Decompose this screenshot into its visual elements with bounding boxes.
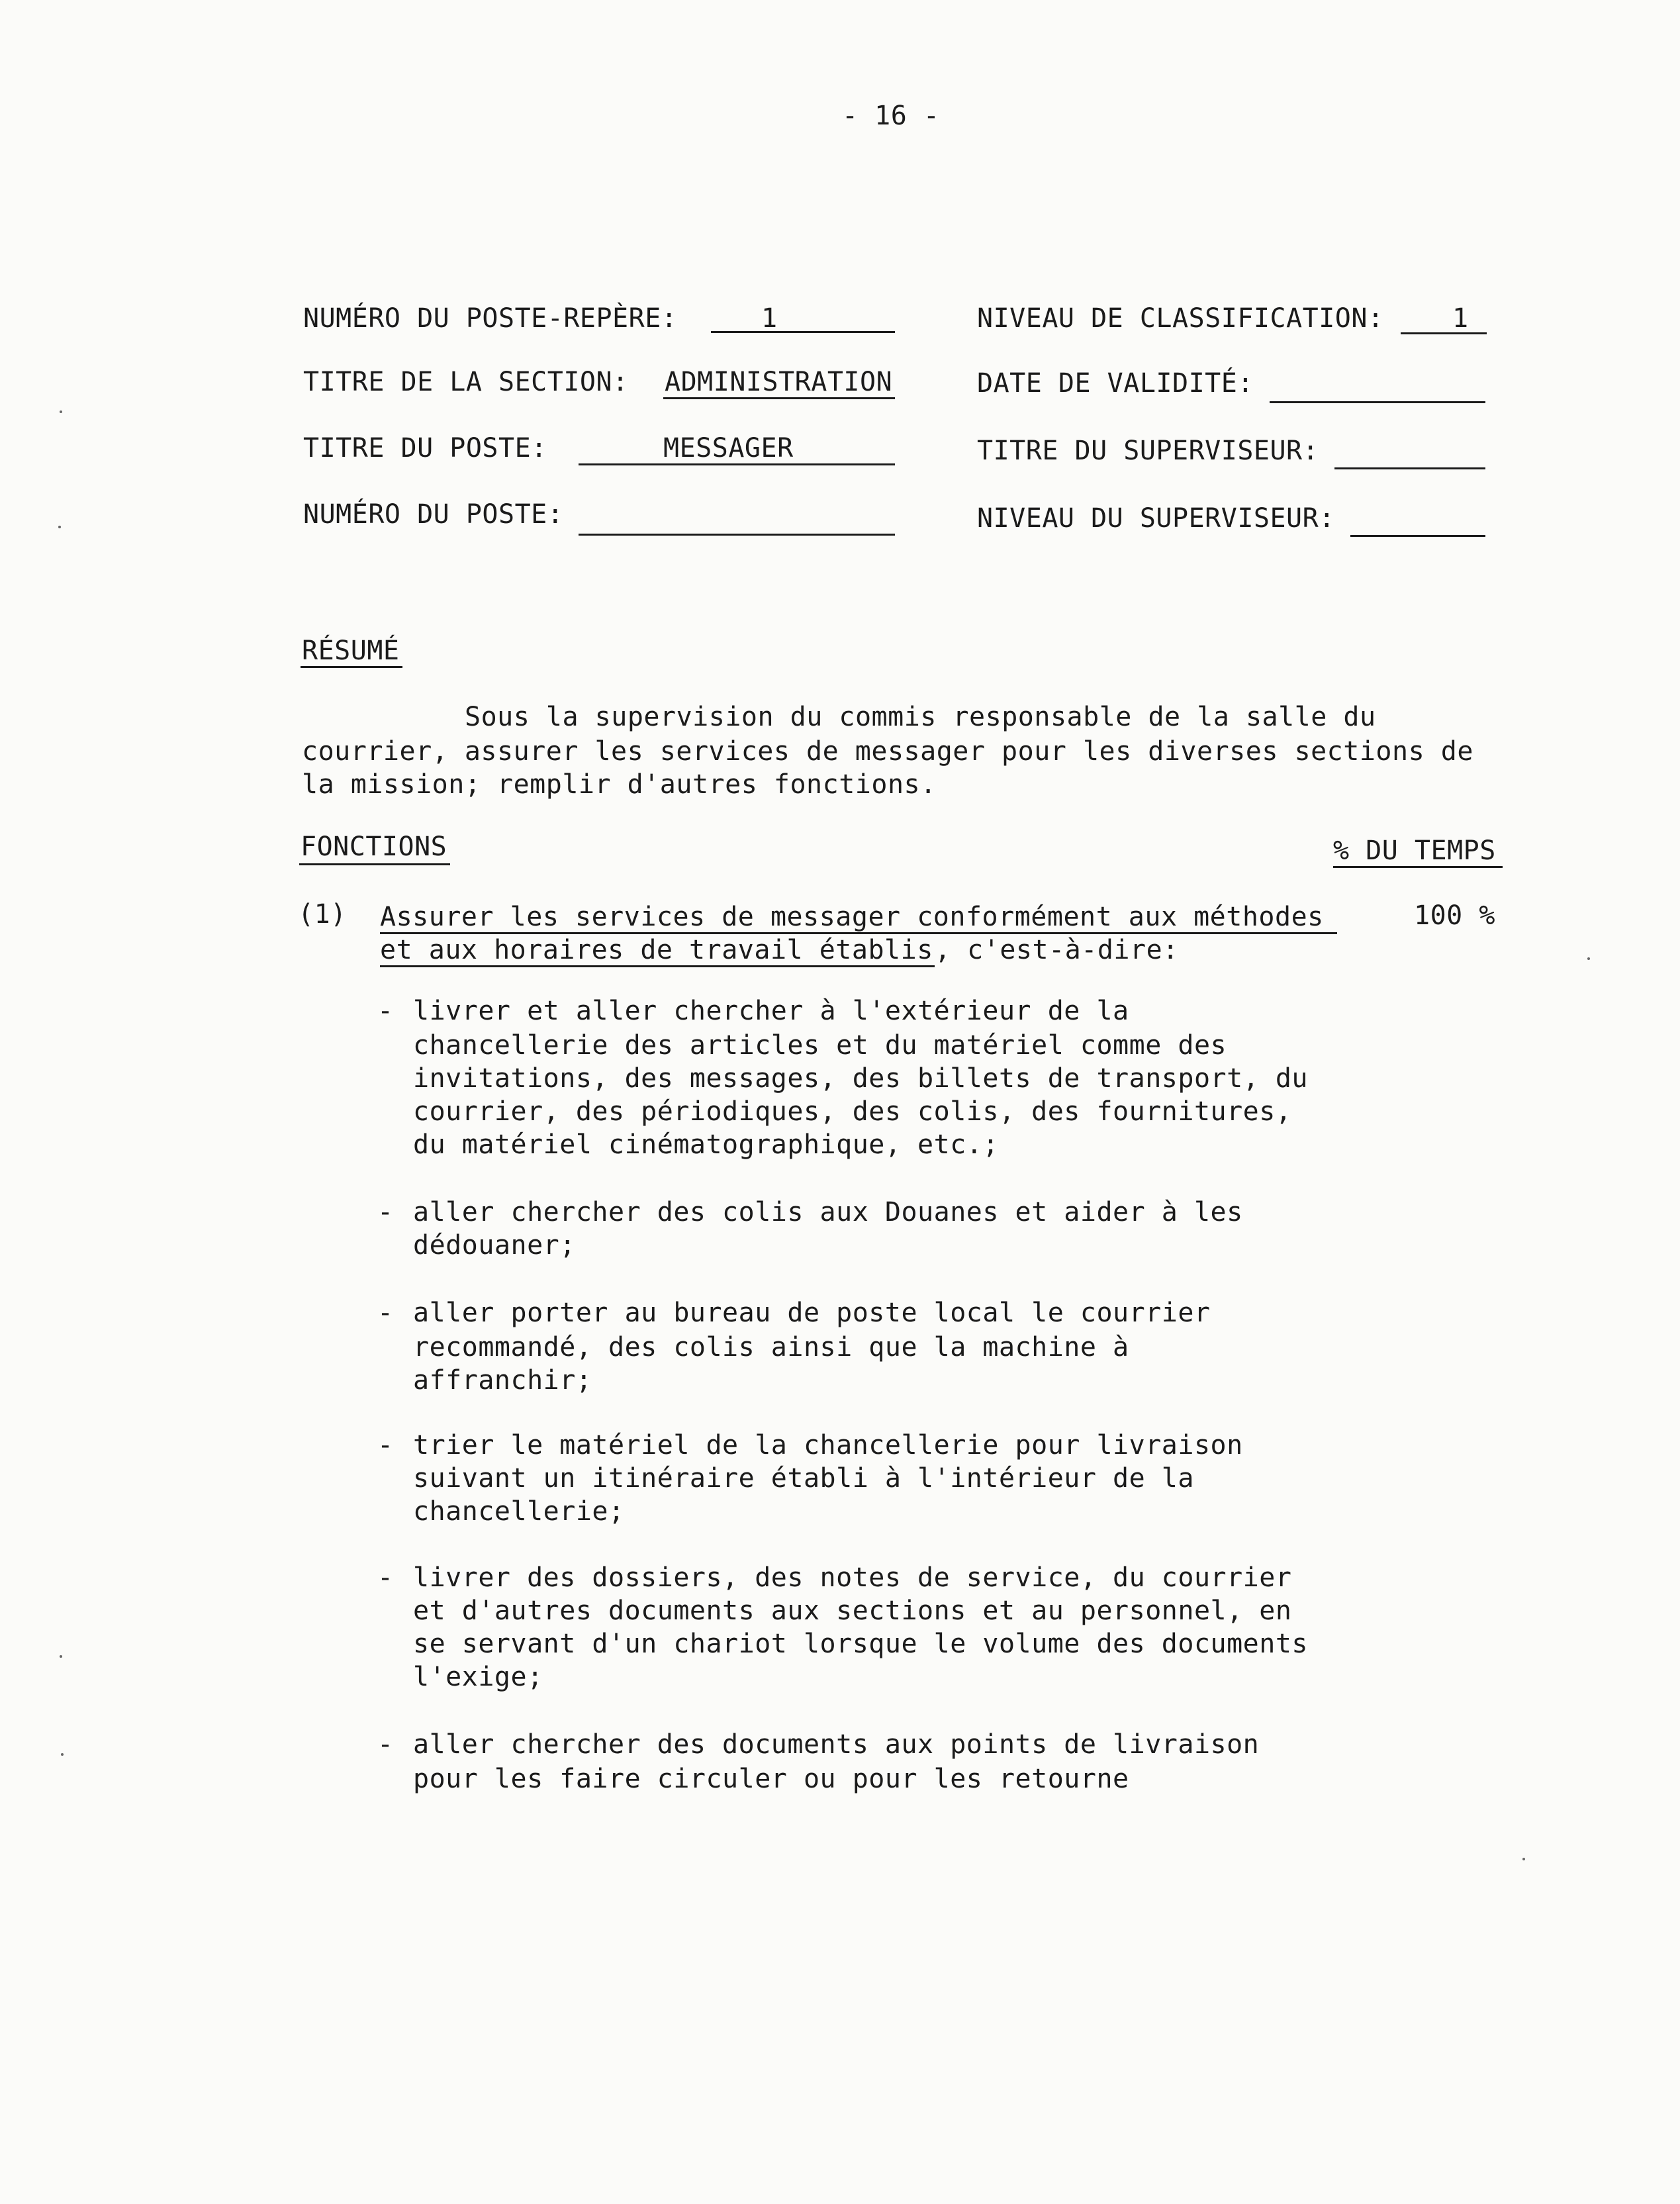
bullet-5-line-2: et d'autres documents aux sections et au personnel, en bbox=[413, 1596, 1292, 1626]
bullet-dash: - bbox=[377, 1562, 394, 1593]
field-line-titre-poste bbox=[579, 463, 895, 465]
bullet-1-line-3: invitations, des messages, des billets de transport, du bbox=[413, 1063, 1309, 1094]
field-value-titre-section: ADMINISTRATION bbox=[665, 367, 893, 397]
field-value-poste-repere: 1 bbox=[761, 303, 778, 334]
resume-line-1: Sous la supervision du commis responsable de la salle du bbox=[465, 702, 1376, 732]
resume-line-3: la mission; remplir d'autres fonctions. bbox=[302, 769, 937, 800]
time-heading-underline bbox=[1333, 866, 1503, 868]
field-line-niveau-classification bbox=[1401, 332, 1487, 334]
field-line-date-validite bbox=[1270, 401, 1485, 403]
field-line-poste-repere bbox=[711, 331, 895, 333]
bullet-3-line-3: affranchir; bbox=[413, 1365, 592, 1396]
scan-speck bbox=[60, 1655, 62, 1658]
fonctions-heading-underline bbox=[299, 863, 450, 865]
bullet-dash: - bbox=[377, 1298, 394, 1328]
field-label-titre-superviseur: TITRE DU SUPERVISEUR: bbox=[977, 436, 1319, 466]
item-percent: 100 % bbox=[1414, 900, 1495, 931]
bullet-dash: - bbox=[377, 996, 394, 1026]
field-line-titre-superviseur bbox=[1334, 467, 1485, 469]
item-title-underline-1 bbox=[380, 932, 1337, 934]
bullet-4-line-2: suivant un itinéraire établi à l'intérieur de la bbox=[413, 1463, 1194, 1494]
field-label-niveau-classification: NIVEAU DE CLASSIFICATION: bbox=[977, 303, 1384, 334]
resume-heading: RÉSUMÉ bbox=[302, 636, 400, 666]
bullet-dash: - bbox=[377, 1197, 394, 1227]
bullet-1-line-2: chancellerie des articles et du matériel comme des bbox=[413, 1030, 1227, 1061]
field-value-titre-poste: MESSAGER bbox=[663, 433, 794, 463]
bullet-1-line-4: courrier, des périodiques, des colis, des fournitures, bbox=[413, 1096, 1292, 1127]
field-value-niveau-classification: 1 bbox=[1452, 303, 1469, 334]
scan-speck bbox=[60, 410, 62, 413]
field-label-poste-repere: NUMÉRO DU POSTE-REPÈRE: bbox=[303, 303, 678, 334]
bullet-5-line-3: se servant d'un chariot lorsque le volume des documents bbox=[413, 1629, 1309, 1659]
bullet-1-line-5: du matériel cinématographique, etc.; bbox=[413, 1129, 999, 1160]
scan-speck bbox=[58, 526, 61, 528]
item-title-line-2: et aux horaires de travail établis bbox=[380, 935, 933, 965]
scan-speck bbox=[61, 1753, 64, 1756]
bullet-dash: - bbox=[377, 1729, 394, 1760]
bullet-4-line-3: chancellerie; bbox=[413, 1496, 625, 1527]
bullet-3-line-2: recommandé, des colis ainsi que la machine à bbox=[413, 1332, 1129, 1363]
field-label-titre-poste: TITRE DU POSTE: bbox=[303, 433, 547, 463]
item-title-underline-2 bbox=[380, 965, 935, 967]
bullet-1-line-1: livrer et aller chercher à l'extérieur de la bbox=[413, 996, 1129, 1026]
scan-speck bbox=[1522, 1858, 1525, 1860]
bullet-2-line-1: aller chercher des colis aux Douanes et aider à les bbox=[413, 1197, 1243, 1227]
scan-speck bbox=[1587, 957, 1590, 960]
resume-heading-underline bbox=[301, 666, 402, 668]
page-number: - 16 - bbox=[842, 101, 940, 131]
field-label-numero-poste: NUMÉRO DU POSTE: bbox=[303, 499, 564, 530]
fonctions-heading: FONCTIONS bbox=[301, 832, 447, 862]
item-title-suffix: , c'est-à-dire: bbox=[935, 935, 1179, 965]
item-number: (1) bbox=[298, 899, 347, 930]
bullet-5-line-4: l'exige; bbox=[413, 1662, 543, 1692]
item-title-line-1: Assurer les services de messager conformément aux méthodes bbox=[380, 902, 1324, 932]
bullet-3-line-1: aller porter au bureau de poste local le courrier bbox=[413, 1298, 1211, 1328]
bullet-dash: - bbox=[377, 1430, 394, 1461]
bullet-4-line-1: trier le matériel de la chancellerie pour livraison bbox=[413, 1430, 1243, 1461]
bullet-6-line-1: aller chercher des documents aux points de livraison bbox=[413, 1729, 1260, 1760]
field-line-niveau-superviseur bbox=[1350, 535, 1485, 537]
bullet-6-line-2: pour les faire circuler ou pour les retourne bbox=[413, 1764, 1129, 1794]
field-label-date-validite: DATE DE VALIDITÉ: bbox=[977, 368, 1254, 399]
time-heading: % DU TEMPS bbox=[1333, 836, 1496, 866]
field-line-numero-poste bbox=[579, 534, 895, 536]
resume-line-2: courrier, assurer les services de messager pour les diverses sections de bbox=[302, 736, 1473, 767]
bullet-2-line-2: dédouaner; bbox=[413, 1230, 576, 1261]
bullet-5-line-1: livrer des dossiers, des notes de service, du courrier bbox=[413, 1562, 1292, 1593]
field-label-niveau-superviseur: NIVEAU DU SUPERVISEUR: bbox=[977, 503, 1335, 534]
field-label-titre-section: TITRE DE LA SECTION: bbox=[303, 367, 629, 397]
field-line-titre-section bbox=[663, 397, 895, 399]
